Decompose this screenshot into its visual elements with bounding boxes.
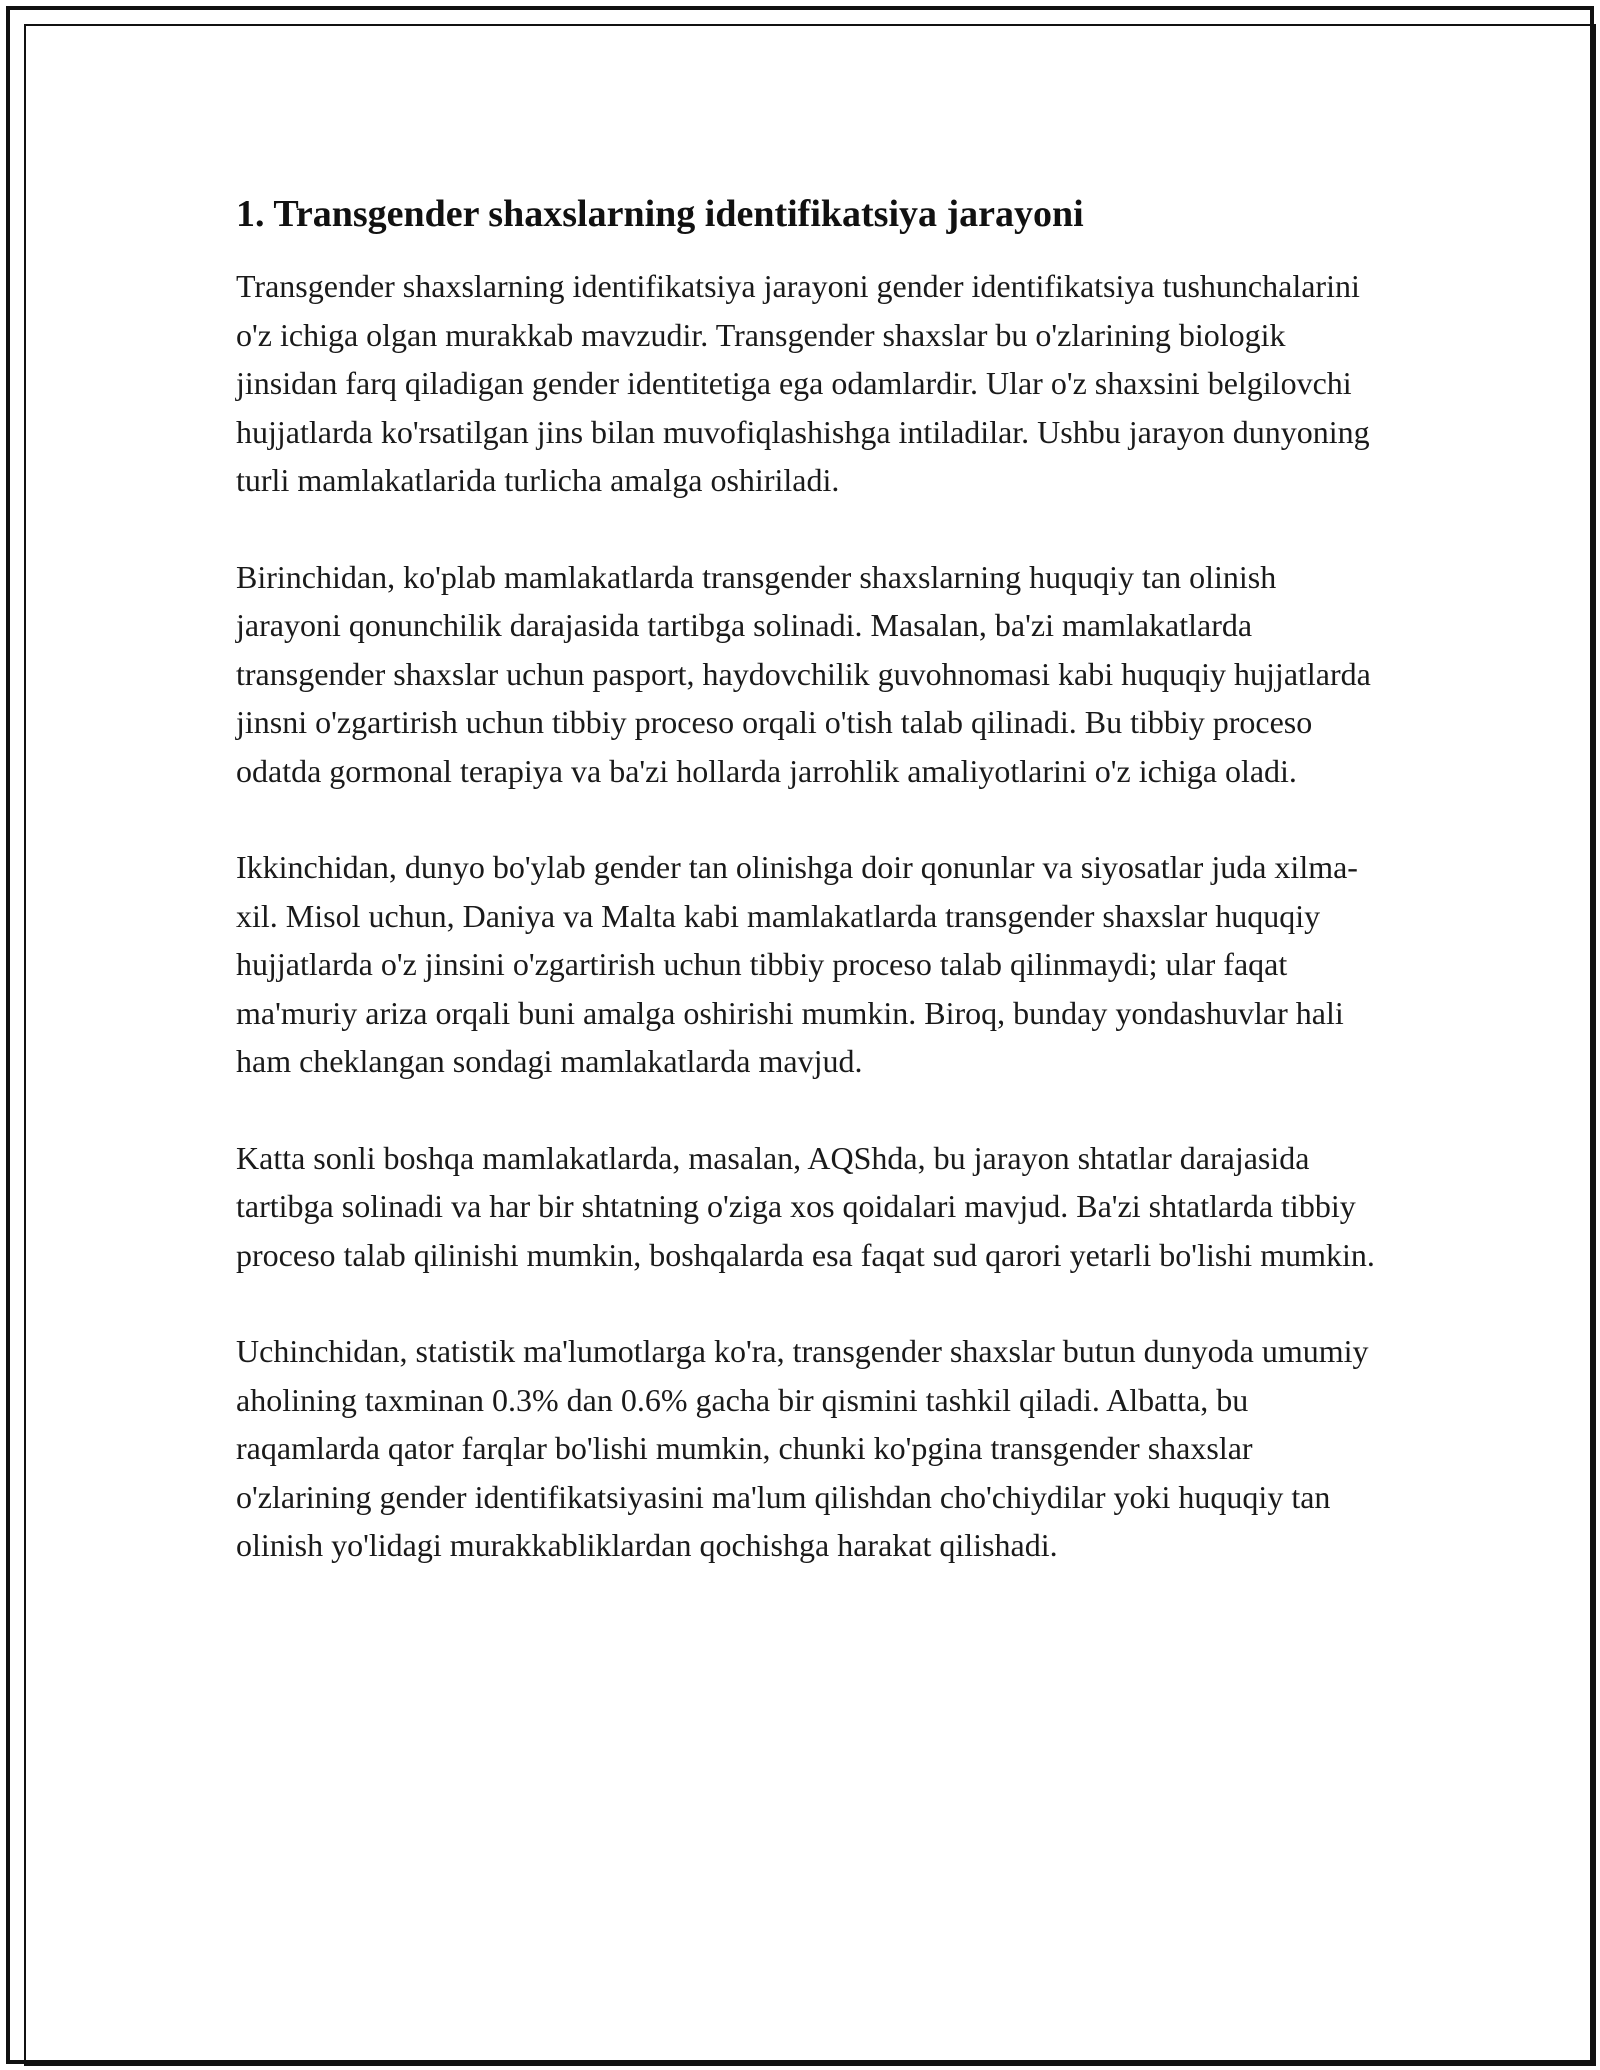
paragraph-usa: Katta sonli boshqa mamlakatlarda, masalan, AQShda, bu jarayon shtatlar darajasida tartibga solinadi va har bir shtatning o'ziga xos qoidalari mavjud. Ba'zi shtatlarda tibbiy proceso talab qilinishi mumkin, boshqalarda esa faqat sud qarori yetarli bo'lishi mumkin. bbox=[236, 1139, 1375, 1273]
section-heading: 1. Transgender shaxslarning identifikatsiya jarayoni bbox=[236, 193, 1084, 235]
paragraph-intro: Transgender shaxslarning identifikatsiya jarayoni gender identifikatsiya tushunchalarini o'z ichiga olgan murakkab mavzudir. Transgender shaxslar bu o'zlarining biologik jinsidan farq qiladigan gender identitetiga ega odamlardir. Ular o'z shaxsini belgilovchi hujjatlarda ko'rsatilgan jins bilan muvofiqlashishga intiladilar. Ushbu jarayon dunyoning turli mamlakatlarida turlicha amalga oshiriladi. bbox=[236, 268, 1370, 498]
paragraph-second: Ikkinchidan, dunyo bo'ylab gender tan olinishga doir qonunlar va siyosatlar juda xilma-xil. Misol uchun, Daniya va Malta kabi mamlakatlarda transgender shaxslar huquqiy hujjatlarda o'z jinsini o'zgartirish uchun tibbiy proceso talab qilinmaydi; ular faqat ma'muriy ariza orqali buni amalga oshirishi mumkin. Biroq, bunday yondashuvlar hali ham cheklangan sondagi mamlakatlarda mavjud. bbox=[236, 849, 1358, 1079]
paragraph-first: Birinchidan, ko'plab mamlakatlarda transgender shaxslarning huquqiy tan olinish jarayoni qonunchilik darajasida tartibga solinadi. Masalan, ba'zi mamlakatlarda transgender shaxslar uchun pasport, haydovchilik guvohnomasi kabi huquqiy hujjatlarda jinsni o'zgartirish uchun tibbiy proceso orqali o'tish talab qilinadi. Bu tibbiy proceso odatda gormonal terapiya va ba'zi hollarda jarrohlik amaliyotlarini o'z ichiga oladi. bbox=[236, 558, 1371, 789]
document-body bbox=[236, 188, 1376, 1618]
paragraph-third: Uchinchidan, statistik ma'lumotlarga ko'ra, transgender shaxslar butun dunyoda umumiy aholining taxminan 0.3% dan 0.6% gacha bir qismini tashkil qiladi. Albatta, bu raqamlarda qator farqlar bo'lishi mumkin, chunki ko'pgina transgender shaxslar o'zlarining gender identifikatsiyasini ma'lum qilishdan cho'chiydilar yoki huquqiy tan olinish yo'lidagi murakkabliklardan qochishga harakat qilishadi. bbox=[236, 1333, 1369, 1563]
